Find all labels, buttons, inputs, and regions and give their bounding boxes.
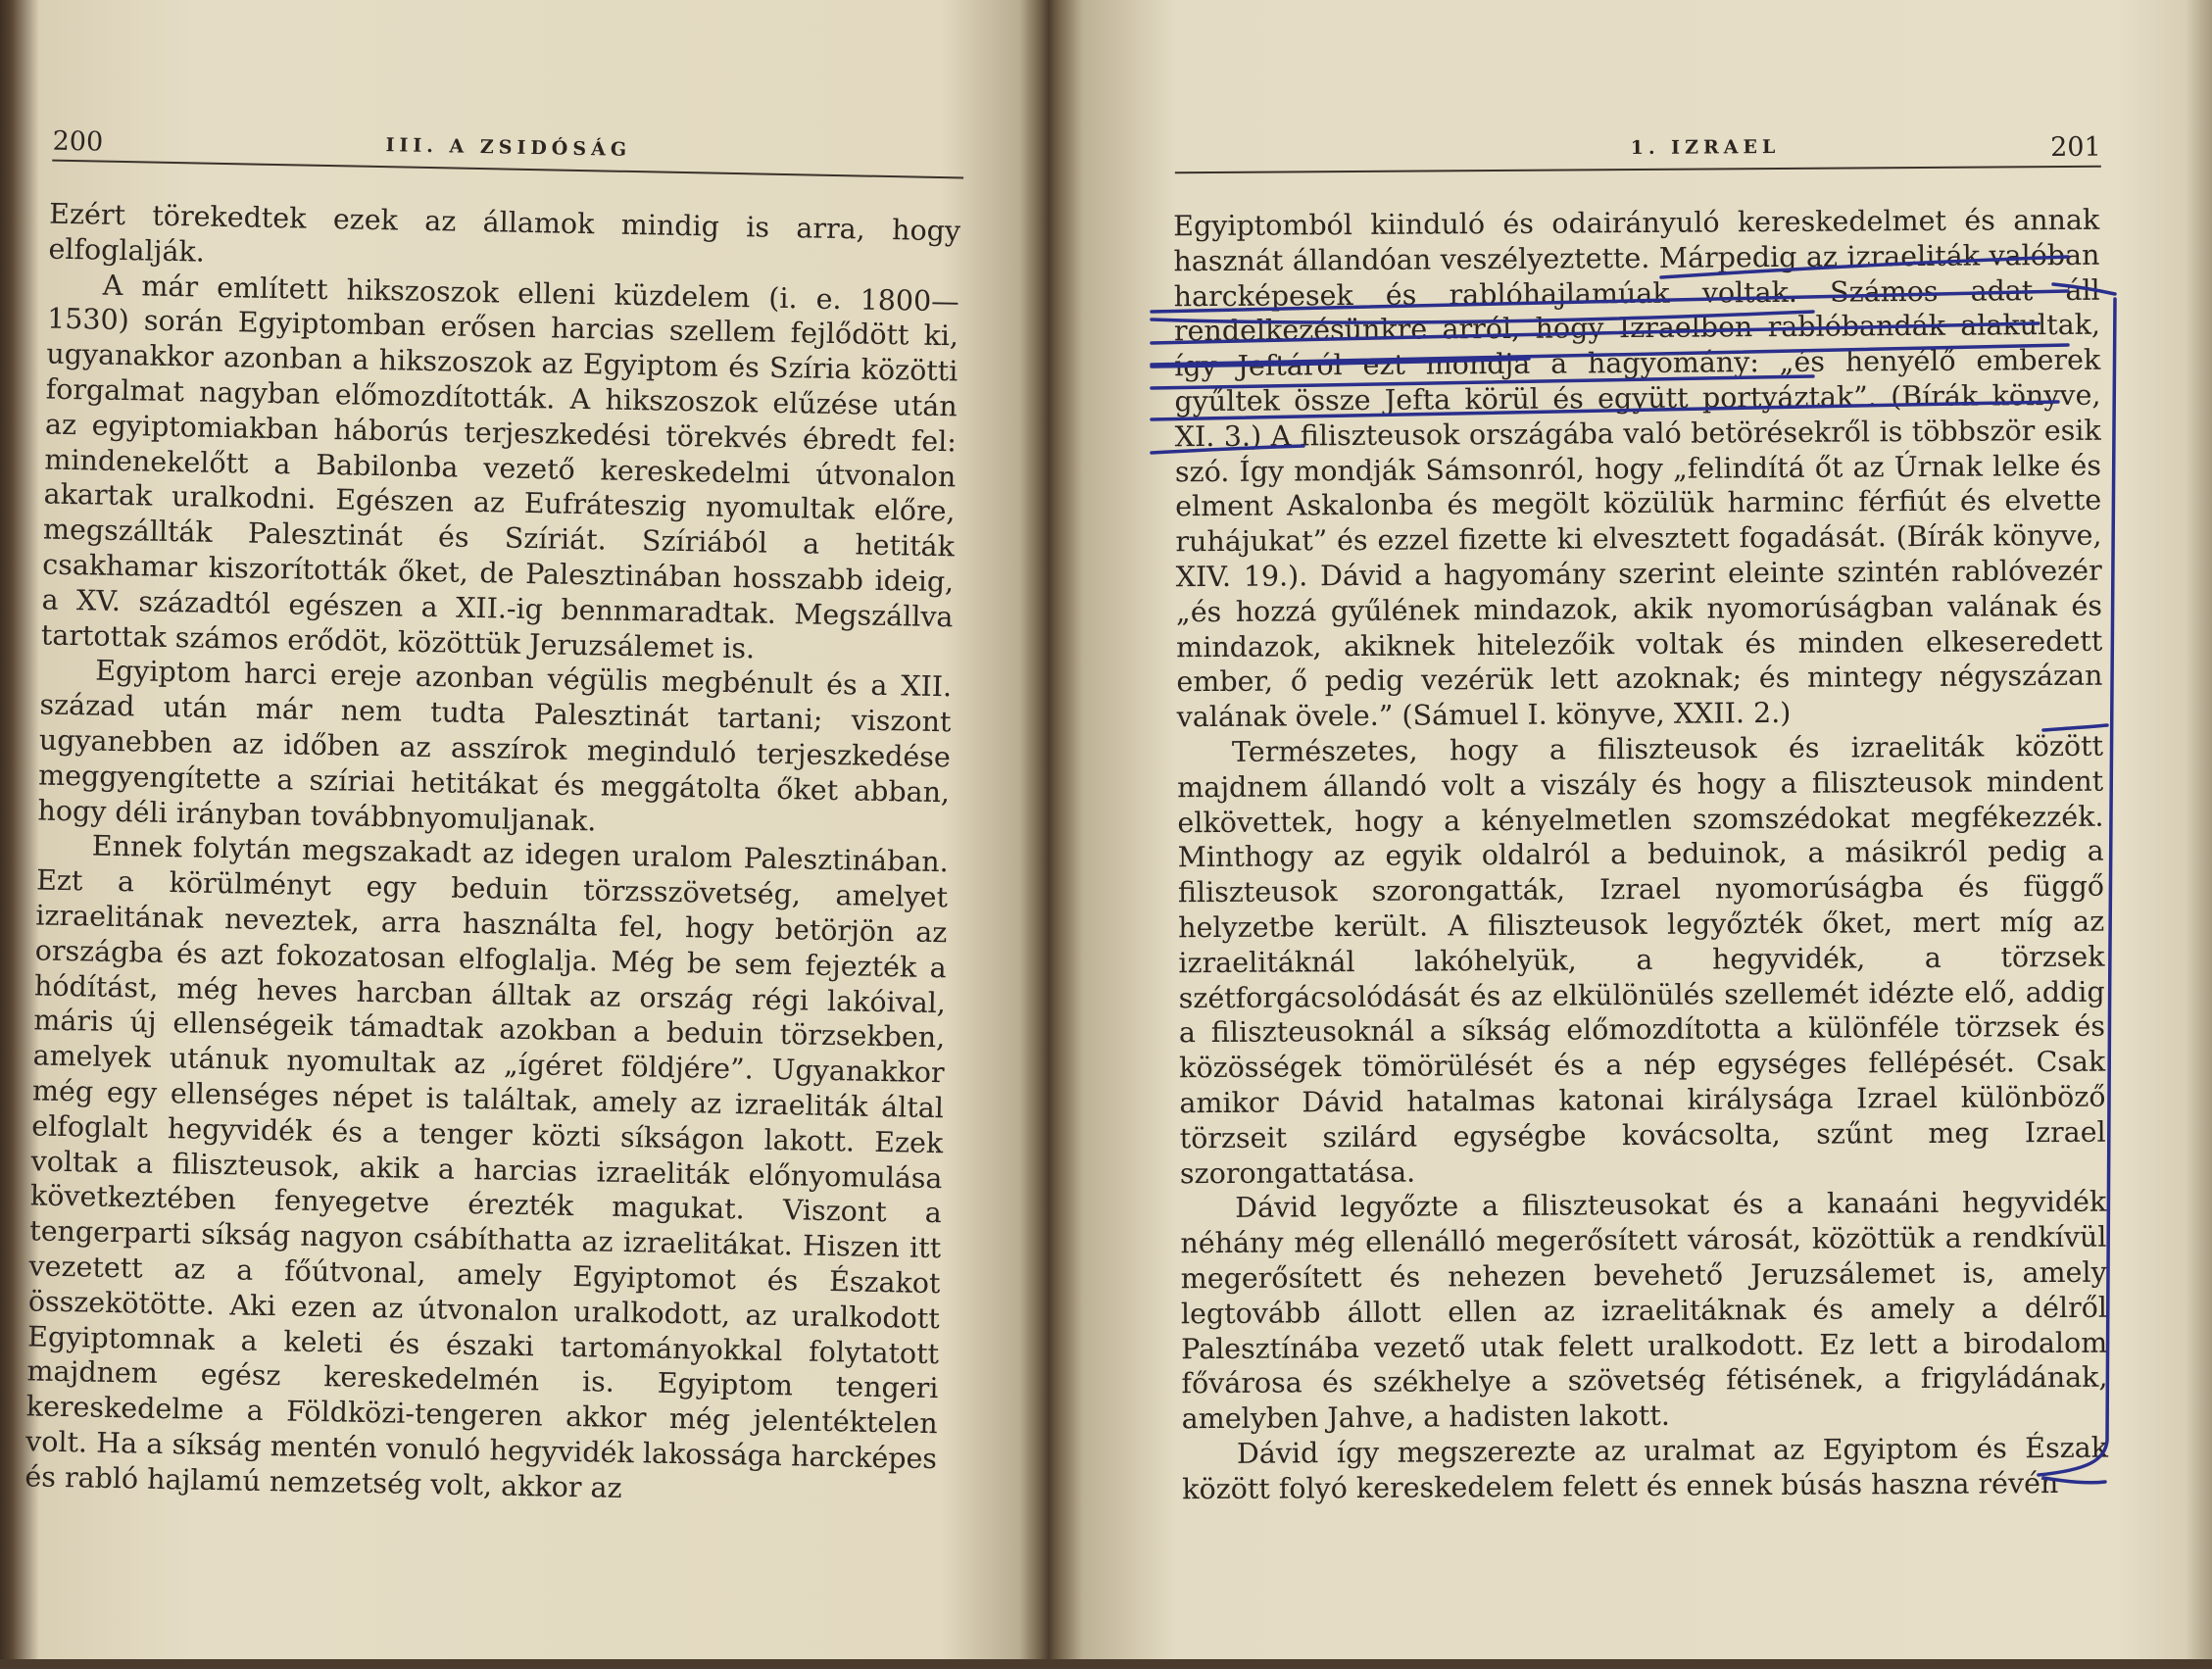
- chapter-title: III. A ZSIDÓSÁG: [385, 134, 632, 161]
- paragraph: Dávid legyőzte a filiszteusokat és a kanaáni hegyvidék néhány még ellenálló megerősített városát, közöttük a rendkívül megerősített és nehezen bevehető Jeruzsálemet is, amely legtovább állott ellen az izraelitáknak és amely a délről Palesztínába vezető utak felett uralkodott. Ez lett a birodalom fővárosa és székhelye a szövetség fétisének, a frigyládának, amelyben Jahve, a hadisten lakott.: [1180, 1185, 2108, 1436]
- chapter-title: 1. IZRAEL: [1630, 135, 1781, 160]
- paragraph: Dávid így megszerezte az uralmat az Egyiptom és Észak között folyó kereskedelem felett és ennek búsás haszna révén: [1182, 1431, 2109, 1505]
- running-head: [52, 126, 964, 179]
- running-head: [1175, 132, 2101, 174]
- body-text: [25, 197, 960, 1512]
- paragraph: Ennek folytán megszakadt az idegen uralom Palesztinában. Ezt a körülményt egy beduin törzsszövetség, amelyet izraelitának neveztek, arra használta fel, hogy betörjön az országba és azt fokozatosan elfoglalja. Még be sem fejezték a hódítást, még heves harcban álltak az ország régi lakóival, máris új ellenségeik támadtak azokban a beduin törzsekben, amelyek utánuk nyomultak az „ígéret földjére”. Ugyanakkor még egy ellenséges népet is találtak, amely az izraeliták által elfoglalt hegyvidék és a tenger közti síkságon lakott. Ezek voltak a filiszteusok, akik a harcias izraeliták előnyomulása következtében fenyegetve érezték magukat. Viszont a tengerparti síkság nagyon csábíthatta az izraelitákat. Hiszen itt vezetett az a főútvonal, amely Egyiptomot és Északot összekötötte. Aki ezen az útvonalon uralkodott, az uralkodott Egyiptomnak a keleti és északi tartományokkal folytatott majdnem egész kereskedelmén is. Egyiptom tengeri kereskedelme a Földközi-tengeren akkor még jelentéktelen volt. Ha a síkság mentén vonuló hegyvidék lakossága harcképes és rabló hajlamú nemzetség volt, akkor az: [25, 829, 949, 1504]
- paragraph: Egyiptomból kiinduló és odairányuló kereskedelmet és annak hasznát állandóan veszélyeztette. Márpedig az izraeliták valóban harcképesek és rablóhajlamúak voltak. Számos adat áll rendelkezésünkre arról, hogy Izraelben rablóbandák alakultak, így Jeftáról ezt mondja a hagyomány: „és henyélő emberek gyűltek össze Jefta körül és együtt portyáztak”. (Bírák könyve, XI. 3.) A filiszteusok országába való betörésekről is többször esik szó. Így mondják Sámsonról, hogy „felindítá őt az Úrnak lelke és elment Askalonba és megölt közülük harminc férfiút és elvette ruhájukat” és ezzel fizette ki elvesztett fogadását. (Bírák könyve, XIV. 19.). Dávid a hagyomány szerint eleinte szintén rablóvezér „és hozzá gyűlének mindazok, akik nyomorúságban valának és mindazok, akiknek hitelezőik voltak és minden elkeseredett ember, ő pedig vezérük lett azoknak; és mintegy négyszázan valának övele.” (Sámuel I. könyve, XXII. 2.): [1173, 203, 2103, 734]
- paragraph: A már említett hikszoszok elleni küzdelem (i. e. 1800—1530) során Egyiptomban erősen harcias szellem fejlődött ki, ugyanakkor azonban a hikszoszok az Egyiptom és Szíria közötti forgalmat nagyban előmozdították. A hikszoszok elűzése után az egyiptomiakban háborús terjeszkedési törekvés ébredt fel: mindenekelőtt a Babilonba vezető kereskedelmi útvonalon akartak uralkodni. Egészen az Eufráteszig nyomultak előre, megszállták Palesztinát és Szíriát. Szíriából a hetiták csakhamar kiszorították őket, de Palesztinában hosszabb ideig, a XV. századtól egészen a XII.-ig bennmaradtak. Megszállva tartottak számos erődöt, közöttük Jeruzsálemet is.: [40, 269, 959, 665]
- right-page: [1086, 0, 2195, 1663]
- body-text: [1173, 203, 2108, 1507]
- paragraph: Természetes, hogy a filiszteusok és izraeliták között majdnem állandó volt a viszály és hogy a filiszteusok mindent elkövettek, hogy a kényelmetlen szomszédokat megfékezzék. Minthogy az egyik oldalról a beduinok, a másikról pedig a filiszteusok szorongatták, Izrael nyomorúságba és függő helyzetbe került. A filiszteusok legyőzték őket, mert míg az izraelitáknál lakóhelyük, a hegyvidék, a törzsek szétforgácsolódását és az elkülönülés szellemét idézte elő, addig a filiszteusoknál a síkság előmozdította a különféle törzsek és közösségek tömörülését és a nép egységes fellépését. Csak amikor Dávid hatalmas katonai királysága Izrael különböző törzseit szilárd egységbe kovácsolta, szűnt meg Izrael szorongattatása.: [1177, 729, 2106, 1190]
- page-number: 201: [2050, 131, 2101, 164]
- left-page: [4, 0, 1035, 1669]
- page-number: 200: [52, 125, 104, 158]
- paragraph: Egyiptom harci ereje azonban végülis megbénult és a XII. század után már nem tudta Palesztinát tartani; viszont ugyanebben az időben az asszírok meginduló terjeszkedése meggyengítette a szíriai hetitákat és meggátolta őket abban, hogy déli irányban továbbnyomuljanak.: [37, 654, 953, 837]
- paragraph: Ezért törekedtek ezek az államok mindig is arra, hogy elfoglalják.: [48, 197, 961, 269]
